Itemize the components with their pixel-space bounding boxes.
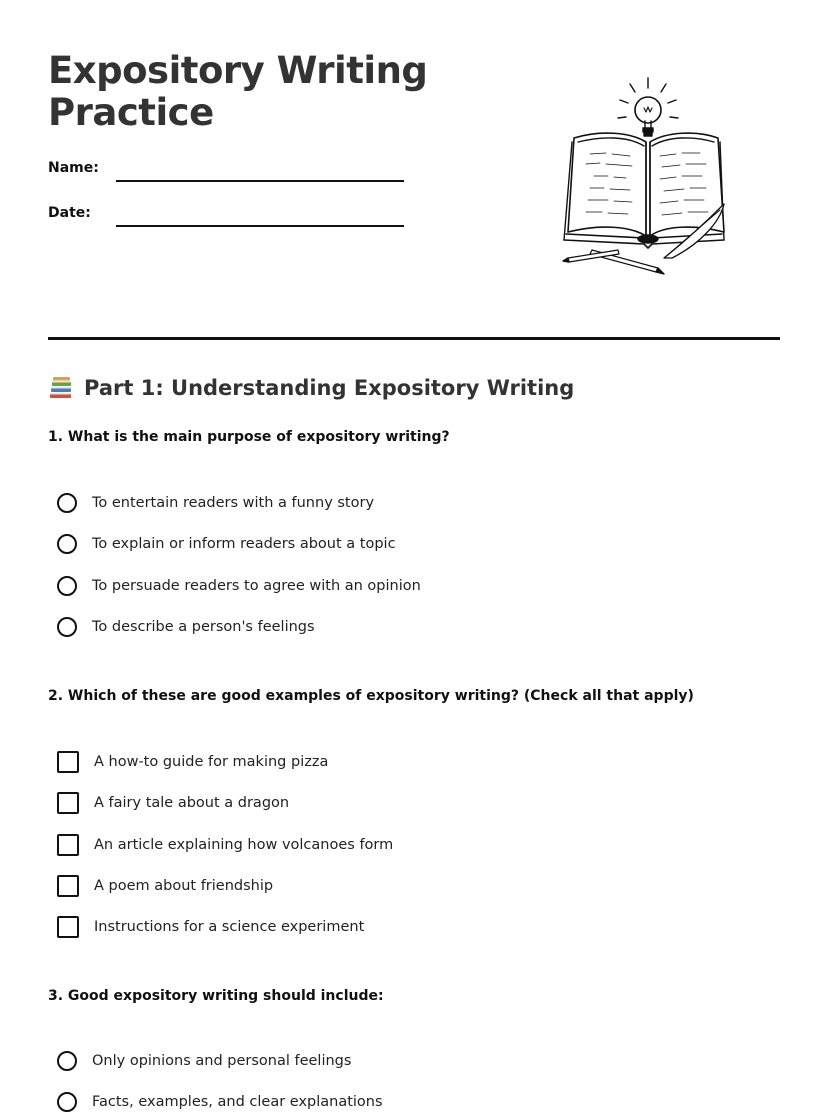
radio-button[interactable] (57, 1051, 77, 1071)
name-label: Name: (48, 160, 99, 176)
q1-option-1[interactable] (57, 490, 374, 516)
date-label: Date: (48, 205, 91, 221)
radio-button[interactable] (57, 1092, 77, 1112)
q2-option-2[interactable] (57, 790, 289, 816)
q2-option-5[interactable] (57, 914, 364, 940)
q1-option-3[interactable] (57, 573, 421, 599)
part1-title: Part 1: Understanding Expository Writing (84, 376, 575, 400)
q3-option-1[interactable] (57, 1048, 351, 1074)
option-label: To describe a person's feelings (92, 619, 315, 635)
name-field[interactable] (116, 180, 404, 182)
section-divider (48, 337, 780, 340)
option-label: To entertain readers with a funny story (92, 495, 375, 511)
option-label: Facts, examples, and clear explanations (92, 1094, 383, 1110)
title-line-2: Practice (48, 91, 214, 134)
option-label: To persuade readers to agree with an opinion (92, 578, 421, 594)
q3-option-2[interactable] (57, 1089, 383, 1115)
option-label: Only opinions and personal feelings (92, 1053, 352, 1069)
checkbox[interactable] (57, 751, 79, 773)
radio-button[interactable] (57, 617, 77, 637)
q2-option-1[interactable] (57, 749, 328, 775)
question-1: 1. What is the main purpose of expository writing? (48, 429, 450, 445)
q1-option-2[interactable] (57, 531, 396, 557)
checkbox[interactable] (57, 792, 79, 814)
radio-button[interactable] (57, 534, 77, 554)
title-line-1: Expository Writing (48, 49, 428, 92)
books-icon (48, 375, 74, 401)
radio-button[interactable] (57, 493, 77, 513)
question-2: 2. Which of these are good examples of expository writing? (Check all that apply) (48, 688, 694, 704)
checkbox[interactable] (57, 834, 79, 856)
question-3: 3. Good expository writing should include: (48, 988, 384, 1004)
q2-option-3[interactable] (57, 832, 393, 858)
option-label: An article explaining how volcanoes form (94, 837, 394, 853)
checkbox[interactable] (57, 875, 79, 897)
option-label: A how-to guide for making pizza (94, 754, 329, 770)
checkbox[interactable] (57, 916, 79, 938)
option-label: Instructions for a science experiment (94, 919, 365, 935)
option-label: To explain or inform readers about a topic (92, 536, 396, 552)
page-title (48, 50, 427, 134)
open-book-lightbulb-icon (560, 72, 732, 280)
date-field[interactable] (116, 225, 404, 227)
q2-option-4[interactable] (57, 873, 273, 899)
part1-heading (48, 375, 574, 401)
option-label: A poem about friendship (94, 878, 274, 894)
radio-button[interactable] (57, 576, 77, 596)
q1-option-4[interactable] (57, 614, 315, 640)
option-label: A fairy tale about a dragon (94, 795, 290, 811)
